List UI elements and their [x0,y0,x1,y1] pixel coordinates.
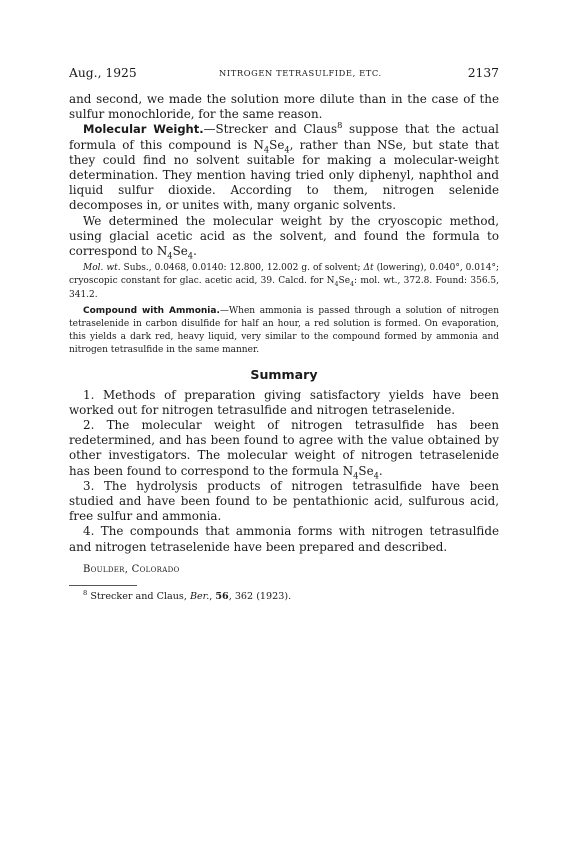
calc-label: Mol. wt. [83,263,121,274]
paragraph-text: We determined the molecular weight by the cryoscopic method, using glacial acetic acid as the solvent, and found the formula to correspond to N [69,213,499,259]
footnote-journal: Ber. [189,590,210,602]
subscript: 4 [334,281,339,289]
subscript: 4 [373,470,379,481]
subscript: 4 [167,250,173,261]
location: Boulder, Colorado [83,563,180,575]
summary-item-4: 4. The compounds that ammonia forms with nitrogen tetrasulfide and nitrogen tetraselenide have been prepared and described. [69,524,499,554]
continued-paragraph: and second, we made the solution more dilute than in the case of the sulfur monochloride, for the same reason. [69,92,499,122]
molecular-weight-heading: Molecular Weight. [83,122,204,137]
molecular-weight-paragraph [69,122,499,213]
delta-t: Δt [363,263,374,274]
calc-text: : mol. wt., 372.8. Found: 356.5, 341.2. [69,276,499,300]
paragraph-text: Se [269,137,285,152]
footnote-text: Strecker and Claus, [87,590,190,602]
subscript: 4 [350,281,355,289]
summary-text: . [378,463,383,478]
subscript: 4 [187,250,194,261]
ammonia-text: —When ammonia is passed through a solution of nitrogen tetraselenide in carbon disulfide for half an hour, a red solution is formed. On evaporation, this yields a dark red, heavy liquid, very similar to the compound formed by ammonia and nitrogen tetrasulfide in the same manner. [69,305,499,356]
paragraph-text: . [193,244,197,259]
cryoscopic-paragraph [69,214,499,260]
footnote-text: , [209,590,216,602]
header-date: Aug., 1925 [69,66,137,80]
footnote-volume: 56 [215,590,229,602]
summary-item-2 [69,418,499,479]
paragraph-text: suppose that the actual formula of this compound is N [69,122,499,152]
running-header [69,66,499,82]
ammonia-heading: Compound with Ammonia. [83,305,220,316]
subscript: 4 [284,143,290,154]
paragraph-text: , rather than NSe, but state that they could find no solvent suitable for making a molecular-weight determination. They mention having tried only diphenyl, naphthol and liquid sulfur dioxide. According to them, nitrogen selenide decomposes in, or unites with, many organic solvents. [69,137,499,213]
summary-item-3: 3. The hydrolysis products of nitrogen tetrasulfide have been studied and have been found to be pentathionic acid, sulfurous acid, free sulfur and ammonia. [69,478,499,524]
footnote [69,588,499,602]
footnote-ref: 8 [337,120,343,131]
calc-text: (lowering), 0.040°, 0.014°; cryoscopic constant for glac. acetic acid, 39. Calcd. for N [69,263,499,287]
summary-text: Se [358,463,374,478]
summary-heading: Summary [250,366,318,382]
footnote-text: , 362 (1923). [228,590,292,602]
summary-text: 2. The molecular weight of nitrogen tetrasulfide has been redetermined, and has been found to agree with the value obtained by other investigators. The molecular weight of nitrogen tetraselenide has been found to correspond to the formula N [69,418,499,478]
summary-item-1: 1. Methods of preparation giving satisfactory yields have been worked out for nitrogen tetrasulfide and nitrogen tetraselenide. [69,387,499,417]
em-dash: — [203,122,216,137]
paragraph-text: Se [172,244,188,259]
subscript: 4 [263,143,270,154]
article-body [69,92,499,602]
calc-text: Subs., 0.0468, 0.0140: 12.800, 12.002 g. of solvent; [120,263,364,274]
location-line [69,557,499,576]
page-number: 2137 [467,66,499,80]
paragraph-text: Strecker and Claus [215,122,338,137]
subscript: 4 [353,470,359,481]
ammonia-paragraph [69,305,499,358]
calculation-paragraph [69,262,499,302]
footnote-number: 8 [83,588,88,597]
header-title: NITROGEN TETRASULFIDE, ETC. [219,68,382,78]
calc-text: Se [338,276,351,287]
footnote-rule [69,585,137,586]
